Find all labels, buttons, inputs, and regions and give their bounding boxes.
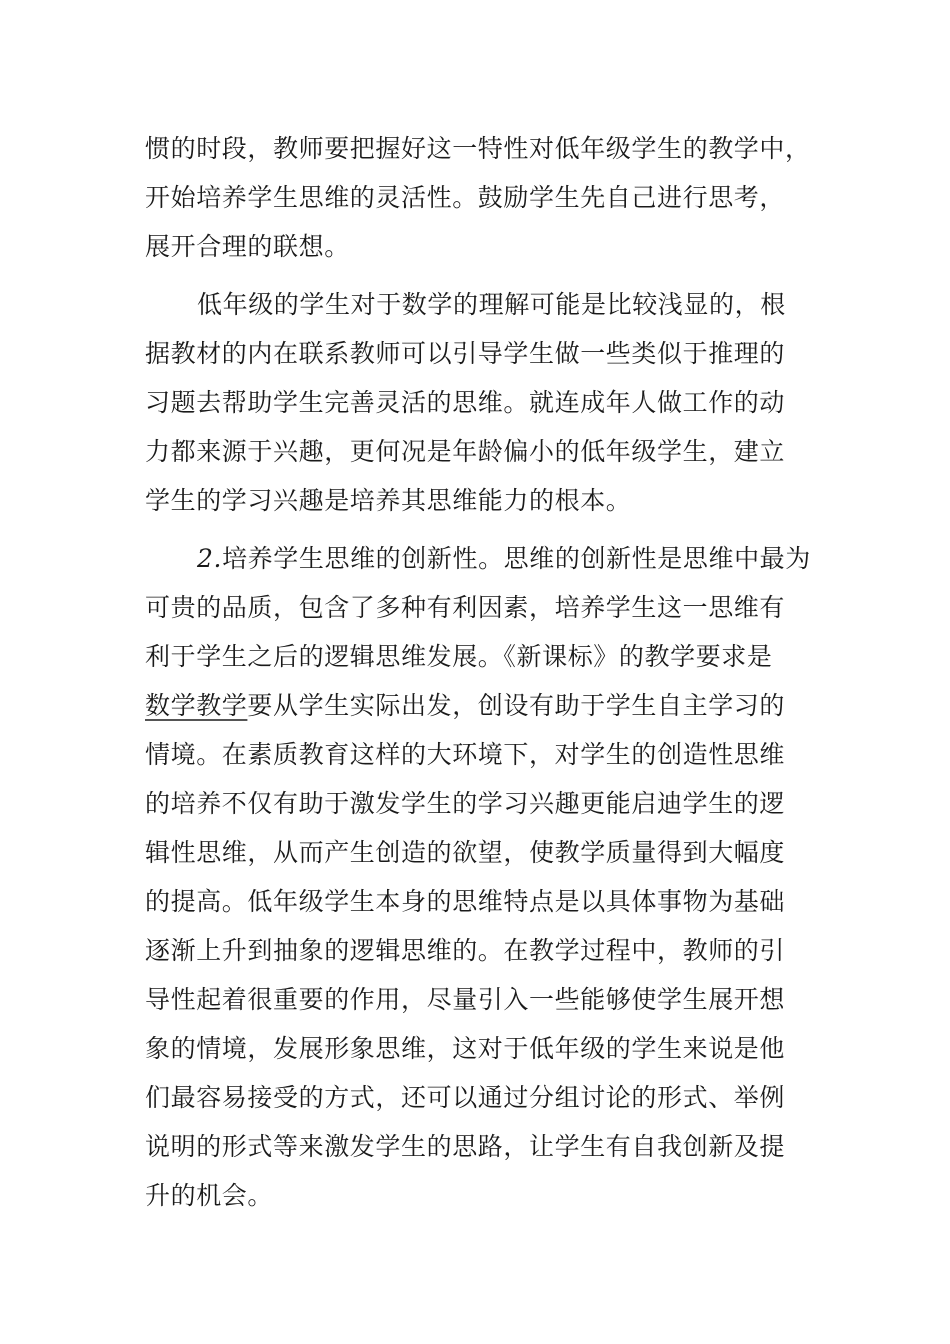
text-line: 开始培养学生思维的灵活性。鼓励学生先自己进行思考，	[145, 183, 786, 212]
text-line: 象的情境，发展形象思维，这对于低年级的学生来说是他	[145, 1034, 786, 1063]
math-teaching-link[interactable]: 数学教学	[145, 691, 248, 720]
paragraph-gap	[145, 271, 805, 280]
text-line: 的提高。低年级学生本身的思维特点是以具体事物为基础	[145, 887, 786, 916]
text-line: 升的机会。	[145, 1181, 274, 1210]
text-line	[145, 681, 805, 730]
text-line: 情境。在素质教育这样的大环境下，对学生的创造性思维	[145, 740, 786, 769]
text-line: 学生的学习兴趣是培养其思维能力的根本。	[145, 486, 632, 515]
paragraph-interest	[145, 280, 805, 525]
text-line	[145, 534, 811, 583]
paragraph-continuation	[145, 124, 811, 271]
document-body	[145, 124, 811, 1220]
text-line: 可贵的品质，包含了多种有利因素，培养学生这一思维有	[145, 593, 786, 622]
text-line: 的培养不仅有助于激发学生的学习兴趣更能启迪学生的逻	[145, 789, 786, 818]
text-line: 习题去帮助学生完善灵活的思维。就连成年人做工作的动	[145, 388, 786, 417]
text-line: 们最容易接受的方式，还可以通过分组讨论的形式、举例	[145, 1083, 786, 1112]
text-line: 惯的时段，教师要把握好这一特性对低年级学生的教学中，	[145, 134, 811, 163]
text-fragment: 培养学生思维的创新性。思维的创新性是思维中最为	[222, 544, 811, 573]
text-line: 辑性思维，从而产生创造的欲望，使教学质量得到大幅度	[145, 838, 786, 867]
text-line: 说明的形式等来激发学生的思路，让学生有自我创新及提	[145, 1132, 786, 1161]
paragraph-innovation	[145, 534, 811, 1220]
text-line: 据教材的内在联系教师可以引导学生做一些类似于推理的	[145, 339, 786, 368]
text-line: 利于学生之后的逻辑思维发展。《新课标》的教学要求是	[145, 642, 773, 671]
text-fragment: 要从学生实际出发，创设有助于学生自主学习的	[247, 691, 786, 720]
text-line: 力都来源于兴趣，更何况是年龄偏小的低年级学生，建立	[145, 437, 786, 466]
paragraph-gap	[145, 525, 805, 534]
text-line: 导性起着很重要的作用，尽量引入一些能够使学生展开想	[145, 985, 786, 1014]
text-line: 展开合理的联想。	[145, 232, 350, 261]
section-number: 2.	[197, 544, 223, 573]
text-line: 逐渐上升到抽象的逻辑思维的。在教学过程中，教师的引	[145, 936, 786, 965]
text-line: 低年级的学生对于数学的理解可能是比较浅显的，根	[197, 290, 786, 319]
